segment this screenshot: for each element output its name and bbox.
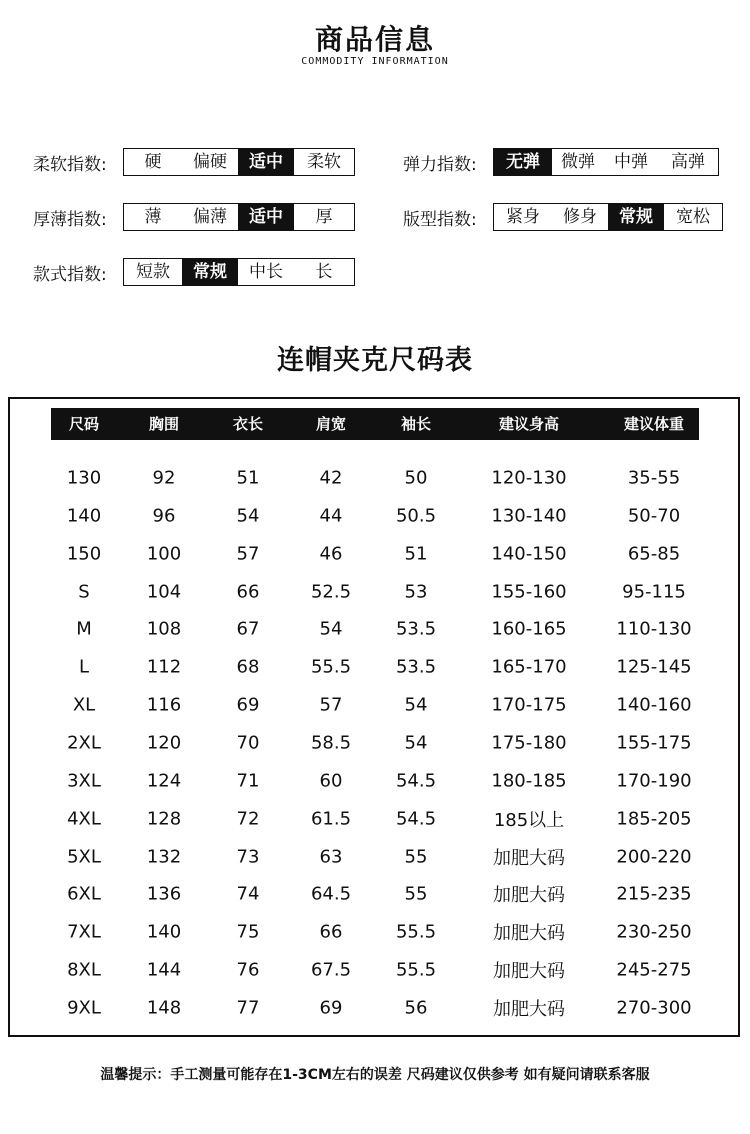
table-cell: 148 [146, 997, 182, 1019]
table-cell: 66 [236, 581, 260, 603]
column-header: 建议身高 [498, 415, 560, 433]
table-cell: 120-130 [491, 467, 567, 489]
table-cell: 加肥大码 [493, 961, 565, 983]
index-option-selected: 常规 [608, 204, 664, 230]
index-label: 弹力指数: [403, 154, 477, 175]
index-option: 薄 [144, 207, 162, 227]
table-cell: 92 [152, 467, 176, 489]
table-cell: 108 [146, 618, 182, 640]
table-cell: 50-70 [627, 505, 681, 527]
table-cell: M [76, 618, 92, 640]
measurement-note: 温馨提示：手工测量可能存在1-3CM左右的误差 尺码建议仅供参考 如有疑问请联系客服 [100, 1067, 650, 1083]
index-option: 修身 [563, 207, 597, 227]
table-cell: 55.5 [310, 656, 352, 678]
table-cell: 46 [319, 543, 343, 565]
table-cell: XL [72, 694, 96, 716]
page-title: 商品信息 [314, 23, 435, 56]
table-cell: 75 [236, 921, 260, 943]
table-cell: 124 [146, 770, 182, 792]
index-option: 柔软 [307, 152, 341, 172]
index-option: 中长 [249, 262, 283, 282]
table-cell: 55 [404, 883, 428, 905]
table-cell: 63 [319, 846, 343, 867]
table-cell: 140-150 [491, 543, 567, 565]
table-cell: 66 [319, 921, 343, 943]
table-cell: 57 [319, 694, 343, 716]
table-cell: 175-180 [491, 732, 567, 754]
table-cell: 76 [236, 959, 260, 981]
index-row [33, 148, 355, 176]
table-cell: 270-300 [616, 997, 692, 1019]
index-option: 微弹 [561, 152, 595, 172]
table-cell: 61.5 [310, 808, 352, 830]
table-cell: 245-275 [616, 959, 692, 981]
table-cell: 加肥大码 [493, 923, 565, 945]
table-cell: 51 [404, 543, 428, 565]
table-cell: 4XL [67, 808, 101, 830]
index-row [403, 203, 723, 231]
table-cell: 130 [66, 467, 102, 489]
table-cell: S [78, 581, 90, 603]
index-options [123, 148, 355, 176]
index-option-selected: 无弹 [494, 149, 552, 175]
table-cell: 215-235 [616, 883, 692, 905]
table-cell: 7XL [67, 921, 101, 943]
table-cell: 104 [146, 581, 182, 603]
table-cell: 50 [404, 467, 428, 489]
table-cell: 54 [236, 505, 260, 527]
table-cell: 9XL [67, 997, 101, 1019]
index-options [123, 203, 355, 231]
page-subtitle: COMMODITY INFORMATION [301, 56, 449, 67]
index-options [123, 258, 355, 286]
table-cell: 125-145 [616, 656, 692, 678]
column-header: 衣长 [232, 415, 264, 433]
index-option: 硬 [144, 152, 162, 172]
index-label: 版型指数: [403, 209, 477, 230]
index-option: 偏硬 [193, 152, 227, 172]
table-cell: 120 [146, 732, 182, 754]
index-option: 长 [315, 262, 333, 282]
table-cell: 67.5 [310, 959, 352, 981]
table-cell: 71 [236, 770, 260, 792]
table-cell: 加肥大码 [493, 847, 565, 869]
table-cell: 96 [152, 505, 176, 527]
table-cell: 54.5 [395, 770, 437, 792]
table-cell: 200-220 [616, 846, 692, 867]
table-cell: 56 [404, 997, 428, 1019]
table-cell: 加肥大码 [493, 885, 565, 907]
table-cell: 132 [146, 846, 182, 867]
table-cell: 58.5 [310, 732, 352, 754]
table-cell: 5XL [67, 846, 101, 867]
table-cell: 53.5 [395, 656, 437, 678]
index-option: 中弹 [614, 152, 648, 172]
column-header: 胸围 [148, 415, 180, 433]
table-cell: 100 [146, 543, 182, 565]
index-option-selected: 常规 [182, 259, 238, 285]
table-cell: 185-205 [616, 808, 692, 830]
table-cell: 57 [236, 543, 260, 565]
table-cell: 加肥大码 [493, 998, 565, 1020]
table-cell: 2XL [67, 732, 101, 754]
table-cell: 150 [66, 543, 102, 565]
size-table-title: 连帽夹克尺码表 [277, 345, 473, 376]
table-cell: 130-140 [491, 505, 567, 527]
table-cell: 165-170 [491, 656, 567, 678]
table-cell: 140 [66, 505, 102, 527]
table-cell: 140 [146, 921, 182, 943]
table-cell: 112 [146, 656, 182, 678]
table-cell: 35-55 [627, 467, 681, 489]
table-cell: 180-185 [491, 770, 567, 792]
index-option: 短款 [136, 262, 170, 282]
column-header: 肩宽 [315, 415, 347, 433]
table-cell: 70 [236, 732, 260, 754]
table-cell: 67 [236, 618, 260, 640]
table-cell: 53 [404, 581, 428, 603]
table-cell: 55 [404, 846, 428, 867]
column-header: 袖长 [400, 415, 432, 433]
table-cell: 54 [404, 694, 428, 716]
table-cell: 185以上 [493, 809, 565, 831]
table-cell: 170-175 [491, 694, 567, 716]
table-cell: 54 [404, 732, 428, 754]
table-cell: 72 [236, 808, 260, 830]
index-option-selected: 适中 [238, 204, 294, 230]
table-cell: L [78, 656, 90, 678]
table-cell: 128 [146, 808, 182, 830]
index-label: 厚薄指数: [33, 209, 107, 230]
table-cell: 144 [146, 959, 182, 981]
index-option: 厚 [315, 207, 333, 227]
table-cell: 110-130 [616, 618, 692, 640]
table-cell: 68 [236, 656, 260, 678]
table-cell: 55.5 [395, 959, 437, 981]
table-cell: 64.5 [310, 883, 352, 905]
table-cell: 60 [319, 770, 343, 792]
table-cell: 95-115 [622, 581, 686, 603]
index-row [33, 203, 355, 231]
table-cell: 69 [236, 694, 260, 716]
table-cell: 74 [236, 883, 260, 905]
table-cell: 54.5 [395, 808, 437, 830]
index-option: 紧身 [506, 207, 540, 227]
table-cell: 136 [146, 883, 182, 905]
table-cell: 140-160 [616, 694, 692, 716]
table-cell: 3XL [67, 770, 101, 792]
table-cell: 155-160 [491, 581, 567, 603]
index-label: 柔软指数: [33, 154, 107, 175]
table-cell: 155-175 [616, 732, 692, 754]
table-cell: 69 [319, 997, 343, 1019]
table-cell: 55.5 [395, 921, 437, 943]
table-cell: 50.5 [395, 505, 437, 527]
table-cell: 77 [236, 997, 260, 1019]
table-cell: 42 [319, 467, 343, 489]
index-options [493, 148, 719, 176]
table-cell: 51 [236, 467, 260, 489]
table-cell: 54 [319, 618, 343, 640]
table-cell: 53.5 [395, 618, 437, 640]
index-row [33, 258, 355, 286]
index-row [403, 148, 719, 176]
index-label: 款式指数: [33, 264, 107, 285]
table-cell: 170-190 [616, 770, 692, 792]
index-option: 高弹 [671, 152, 705, 172]
table-cell: 73 [236, 846, 260, 867]
table-cell: 65-85 [627, 543, 681, 565]
table-cell: 160-165 [491, 618, 567, 640]
column-header: 建议体重 [623, 415, 685, 433]
index-option: 偏薄 [193, 207, 227, 227]
table-cell: 8XL [67, 959, 101, 981]
table-cell: 44 [319, 505, 343, 527]
column-header: 尺码 [68, 415, 100, 433]
index-options [493, 203, 723, 231]
table-cell: 116 [146, 694, 182, 716]
table-cell: 52.5 [310, 581, 352, 603]
table-cell: 6XL [67, 883, 101, 905]
index-option-selected: 适中 [238, 149, 294, 175]
table-cell: 230-250 [616, 921, 692, 943]
index-option: 宽松 [676, 207, 710, 227]
